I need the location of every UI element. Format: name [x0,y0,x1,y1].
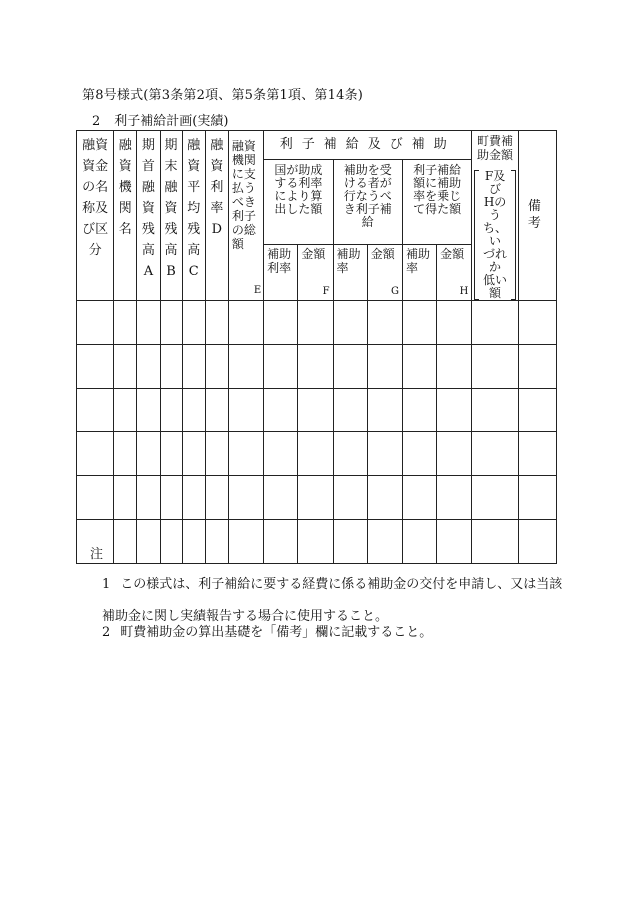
header-line: 補助を受 [343,163,392,178]
table-cell [264,388,298,432]
table-cell [160,432,182,476]
header-line: 高 [187,243,201,258]
header-line: 高 [164,243,178,258]
header-line: 融 [187,138,201,153]
header-total-interest [228,131,263,301]
table-cell [114,344,137,388]
table-cell [298,344,333,388]
table-cell [182,476,205,520]
table-cell [402,301,436,345]
table-cell [402,519,436,563]
header-line: び区 [82,222,109,237]
table-cell [333,301,367,345]
table-cell [518,476,556,520]
table-cell [205,388,228,432]
header-line: 融資 [231,139,256,153]
header-line: 融 [141,180,155,195]
header-line: 資 [210,159,224,174]
header-line: の総 [231,223,256,237]
table-cell [333,388,367,432]
header-line: 資 [141,201,155,216]
table-cell [333,519,367,563]
header-h-rate [402,245,436,301]
header-line: D [211,222,223,237]
header-line: 利子 [231,209,256,223]
table-cell [472,344,518,388]
table-cell [182,344,205,388]
table-cell [437,432,472,476]
header-lender [114,131,137,301]
table-cell [298,519,333,563]
subtitle-text: 利子補給計画(実績) [114,114,229,129]
code-f: F [322,286,330,297]
notes-heading: 注 [90,547,104,562]
header-line: 関 [118,201,132,216]
table-cell [114,432,137,476]
table-cell [402,476,436,520]
table-cell [114,476,137,520]
table-cell [182,519,205,563]
header-line: 融 [210,138,224,153]
header-g-rate [333,245,367,301]
header-line: 資 [187,159,201,174]
header-line: の名 [82,180,109,195]
header-line: 期 [141,138,155,153]
table-cell [402,432,436,476]
table-cell [114,388,137,432]
header-line: 率を乗じ [413,189,462,204]
table-cell [160,519,182,563]
table-cell [264,432,298,476]
header-line: C [188,264,199,279]
header-line: 資 [118,159,132,174]
table-cell [298,301,333,345]
table-cell [228,476,263,520]
header-line: 平 [187,180,201,195]
header-f-amount: 金額 F [298,245,333,301]
code-h: H [459,286,469,297]
header-line: 残 [187,222,201,237]
header-line: 補助 [267,247,292,262]
subsidy-plan-table [76,130,557,564]
table-cell [333,432,367,476]
table-cell [518,301,556,345]
table-cell [518,344,556,388]
note-item-2: 2 町費補助金の算出基礎を「備考」欄に記載すること。 [102,625,433,640]
table-cell [77,432,114,476]
table-cell [264,301,298,345]
table-cell [518,519,556,563]
header-line: 資 [164,201,178,216]
table-cell [333,344,367,388]
header-end-balance [160,131,182,301]
table-cell [402,344,436,388]
table-cell [437,476,472,520]
header-rate [205,131,228,301]
table-cell [298,432,333,476]
table-cell [205,432,228,476]
header-line: 高 [141,243,155,258]
header-line: 均 [187,201,201,216]
header-line: 額 [231,237,244,251]
table-cell [472,432,518,476]
header-line: 額に補助 [413,176,462,191]
header-line: 率 [336,261,349,276]
table-cell [205,476,228,520]
table-cell [437,519,472,563]
header-line: 率 [210,201,224,216]
header-line: F及び [484,169,506,196]
table-cell [137,388,160,432]
table-cell [137,476,160,520]
table-cell [367,476,402,520]
table-cell [367,388,402,432]
header-line: 低い額 [483,273,508,300]
header-line: 分 [88,243,102,258]
table-cell [228,344,263,388]
note-item-1: 1 この様式は、利子補給に要する経費に係る補助金の交付を申請し、又は当該補助金に関し実績報告する場合に使用すること。 [102,577,563,624]
table-row [77,301,557,345]
table-cell [160,301,182,345]
table-cell [228,519,263,563]
table-cell [160,388,182,432]
header-line: 融 [164,180,178,195]
header-line: 払う [231,181,256,195]
header-national-rate-amount [264,160,333,245]
header-initial-balance [137,131,160,301]
header-line: 利子補給 [413,163,462,178]
table-cell [77,476,114,520]
header-line: 出した額 [274,202,323,217]
header-line: B [166,264,176,279]
table-cell [367,432,402,476]
header-line: 機関 [231,153,256,167]
table-cell [437,388,472,432]
table-cell [298,388,333,432]
header-rate-multiplied [402,160,471,245]
table-cell [518,432,556,476]
header-line: 利率 [267,261,292,276]
header-line: て得た額 [413,202,462,217]
header-line: A [143,264,154,279]
table-cell [114,519,137,563]
table-cell [472,476,518,520]
header-line: 残 [164,222,178,237]
table-cell [205,301,228,345]
table-cell [367,301,402,345]
right-bracket [511,170,515,300]
header-line: 給 [361,215,374,230]
header-line: 利 [210,180,224,195]
header-fund-name [77,131,114,301]
header-line: づれか [483,247,508,274]
header-line: 機 [118,180,132,195]
header-line: 助金額 [477,148,514,162]
header-line: 末 [164,159,178,174]
header-f-rate [264,245,298,301]
header-avg-balance [182,131,205,301]
header-line: 称及 [82,201,109,216]
header-line: ち、い [483,221,508,248]
table-cell [160,344,182,388]
header-line: 融資 [82,138,109,153]
header-line: 補助 [405,247,430,262]
code-g: G [390,286,399,297]
header-h-amount: 金額 H [437,245,472,301]
table-cell [298,476,333,520]
header-recipient-interest [333,160,402,245]
table-cell [264,476,298,520]
code-e: E [253,285,262,296]
table-cell [182,432,205,476]
table-cell [333,476,367,520]
table-cell [182,388,205,432]
table-cell [518,388,556,432]
table-cell [205,344,228,388]
table-body [77,301,557,564]
table-cell [228,388,263,432]
table-cell [77,301,114,345]
header-line: 残 [141,222,155,237]
header-line: 融 [118,138,132,153]
table-row [77,432,557,476]
table-cell [264,344,298,388]
table-cell [367,519,402,563]
header-g-amount: 金額 G [367,245,402,301]
header-remarks: 備考 [518,131,556,301]
form-title: 第8号様式(第3条第2項、第5条第1項、第14条) [82,88,364,103]
header-line: Hのう [483,195,507,222]
header-line: 期 [164,138,178,153]
table-cell [137,519,160,563]
table-cell [472,388,518,432]
table-cell [114,301,137,345]
header-line: 町費補 [477,134,514,148]
table-cell [472,519,518,563]
table-cell [77,388,114,432]
table-cell [228,301,263,345]
header-line: 資金 [82,159,109,174]
table-cell [437,344,472,388]
table-row [77,476,557,520]
table-cell [402,388,436,432]
header-town-subsidy [472,131,518,301]
table-row [77,388,557,432]
header-line: により算 [274,189,323,204]
header-line: 行なうべ [343,189,392,204]
header-line: 首 [141,159,155,174]
table-row [77,519,557,563]
table-cell [228,432,263,476]
header-line: 名 [118,222,132,237]
header-line: に支 [231,167,256,181]
header-line: 率 [405,261,418,276]
form-subtitle [92,110,228,129]
header-line: 国が助成 [274,163,323,178]
table-cell [472,301,518,345]
header-interest-subsidy: 利子補給及び補助 [264,131,472,160]
table-cell [137,432,160,476]
subtitle-number: 2 [92,114,101,129]
header-line: ける者が [343,176,392,191]
header-line: べき [231,195,256,209]
table-cell [77,344,114,388]
table-cell [160,476,182,520]
table-cell [205,519,228,563]
table-cell [137,301,160,345]
table-cell [137,344,160,388]
header-line: き利子補 [343,202,392,217]
table-cell [182,301,205,345]
header-line: 補助 [336,247,361,262]
table-cell [437,301,472,345]
table-cell [264,519,298,563]
table-cell [367,344,402,388]
header-line: する利率 [274,176,323,191]
table-row [77,344,557,388]
